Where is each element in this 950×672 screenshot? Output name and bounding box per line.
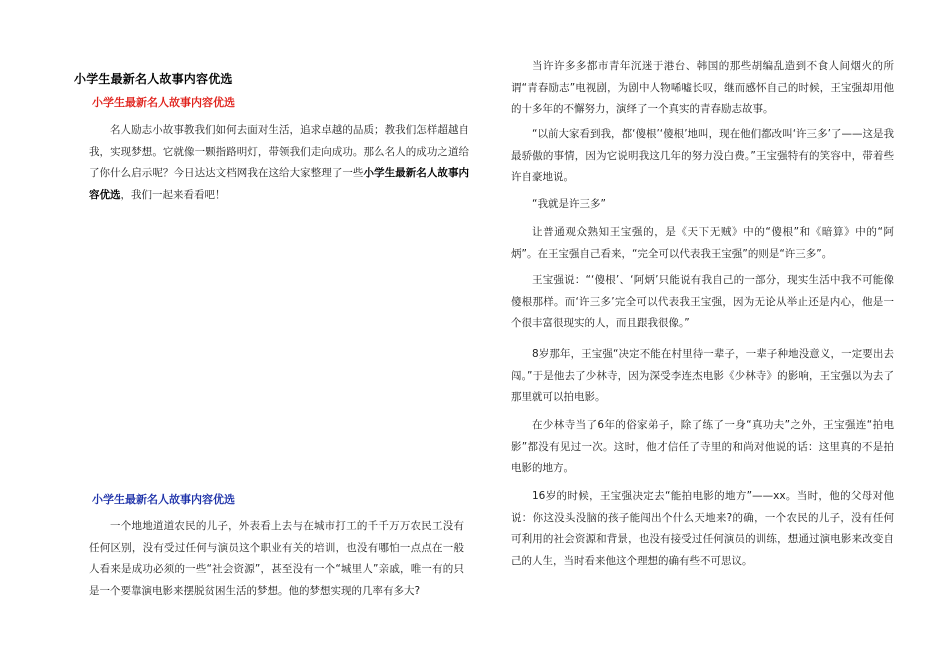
story-paragraph-6: 8岁那年，王宝强“决定不能在村里待一辈子，一辈子种地没意义，一定要出去闯。”于是他去了少林寺，因为深受李连杰电影《少林寺》的影响，王宝强以为去了那里就可以拍电影。	[511, 348, 894, 403]
section-quote-heading: “我就是许三多”	[532, 198, 606, 210]
intro-paragraph	[89, 120, 469, 206]
story-paragraph-1: 一个地地道道农民的儿子，外表看上去与在城市打工的千千万万农民工没有任何区别，没有受过任何与演员这个职业有关的培训，也没有哪怕一点点在一般人看来是成功必须的一些“社会资源”，甚至没有一个“城里人”亲戚，唯一有的只是一个要靠演电影来摆脱贫困生活的梦想。他的梦想实现的几率有多大?	[89, 520, 464, 597]
intro-text: 名人励志小故事教我们如何去面对生活，追求卓越的品质；教我们怎样超越自我，实现梦想。它就像一颗指路明灯，带领我们走向成功。那么名人的成功之道给了你什么启示呢？今日达达文档网我在这给大家整理了一些	[89, 124, 469, 179]
document-title: 小学生最新名人故事内容优选	[74, 72, 233, 86]
story-paragraph-2: 当许许多多都市青年沉迷于港台、韩国的那些胡编乱造到不食人间烟火的所谓“青春励志”电视剧，为剧中人物唏嘘长叹，继而感怀自己的时候，王宝强却用他的十多年的不懈努力，演绎了一个真实的青春励志故事。	[511, 60, 894, 115]
story-paragraph-8: 16岁的时候，王宝强决定去“能拍电影的地方”——xx。当时，他的父母对他说：你这没头没脑的孩子能闯出个什么天地来?的确，一个农民的儿子，没有任何可利用的社会资源和背景，也没有接受过任何演员的训练，想通过演电影来改变自己的人生，当时看来他这个理想的确有些不可思议。	[511, 490, 894, 567]
intro-bold-title: 小学生最新名人故事内容优选	[89, 167, 469, 201]
red-subtitle: 小学生最新名人故事内容优选	[92, 96, 235, 109]
blue-subtitle: 小学生最新名人故事内容优选	[92, 493, 235, 506]
story-paragraph-3: “以前大家看到我，都‘傻根’‘傻根’地叫，现在他们都改叫‘许三多’了——这是我最骄傲的事情，因为它说明我这几年的努力没白费。”王宝强特有的笑容中，带着些许自豪地说。	[511, 128, 894, 183]
story-paragraph-5: 王宝强说：“‘傻根’、‘阿炳’只能说有我自己的一部分，现实生活中我不可能像傻根那样。而‘许三多’完全可以代表我王宝强，因为无论从举止还是内心，他是一个很丰富很现实的人，而且跟我很像。”	[511, 274, 894, 329]
intro-text-end: ，我们一起来看看吧！	[120, 188, 226, 201]
story-paragraph-4: 让普通观众熟知王宝强的，是《天下无贼》中的“傻根”和《暗算》中的“阿炳”。在王宝强自己看来，“完全可以代表我王宝强”的则是“许三多”。	[511, 226, 894, 260]
story-paragraph-7: 在少林寺当了6年的俗家弟子，除了练了一身“真功夫”之外，王宝强连“拍电影”都没有见过一次。这时，他才信任了寺里的和尚对他说的话：这里真的不是拍电影的地方。	[511, 419, 894, 474]
